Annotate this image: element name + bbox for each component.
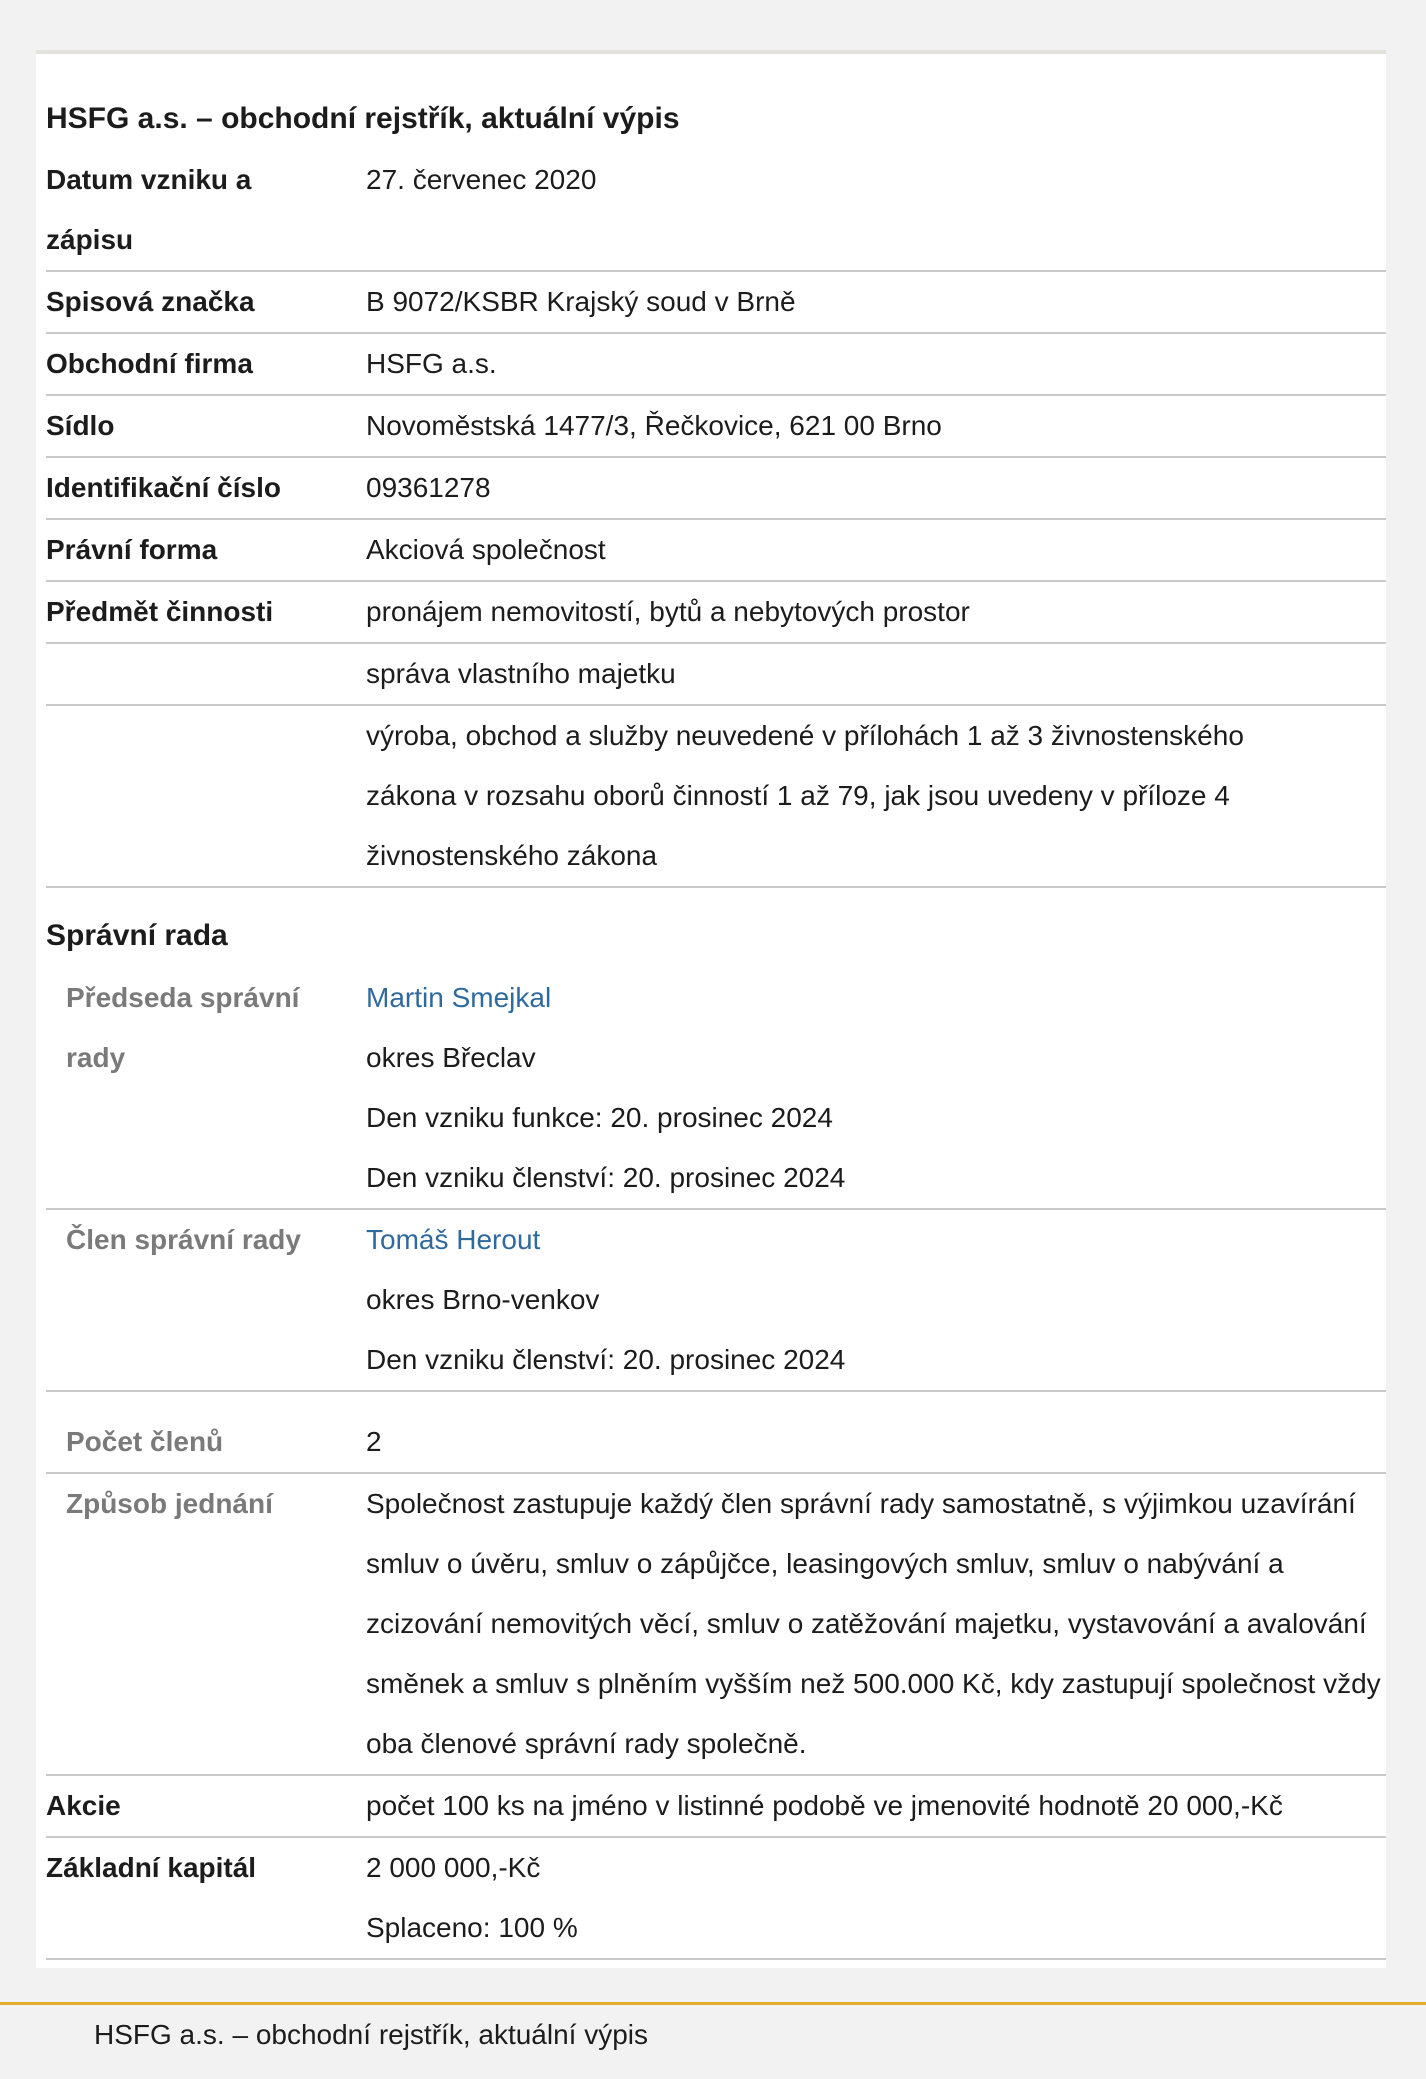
row-board-count bbox=[46, 1412, 1386, 1474]
value-akcie: počet 100 ks na jméno v listinné podobě ve jmenovité hodnotě 20 000,-Kč bbox=[366, 1790, 1283, 1821]
value-kapital bbox=[366, 1838, 1386, 1958]
row-board-member bbox=[46, 1210, 1386, 1392]
label-firma: Obchodní firma bbox=[46, 348, 253, 379]
value-chair bbox=[366, 968, 1386, 1208]
kapital-amount: 2 000 000,-Kč bbox=[366, 1852, 541, 1883]
label-forma: Právní forma bbox=[46, 534, 218, 565]
member-membership-start: Den vzniku členství: 20. prosinec 2024 bbox=[366, 1344, 846, 1375]
value-spis: B 9072/KSBR Krajský soud v Brně bbox=[366, 286, 796, 317]
footer-bar bbox=[0, 2002, 1426, 2079]
label-sidlo: Sídlo bbox=[46, 410, 115, 441]
row-spis bbox=[46, 272, 1386, 334]
row-sidlo bbox=[46, 396, 1386, 458]
row-firma bbox=[46, 334, 1386, 396]
row-forma bbox=[46, 520, 1386, 582]
value-predmet-3: výroba, obchod a služby neuvedené v přílohách 1 až 3 živnostenského zákona v rozsahu oborů činností 1 až 79, jak jsou uvedeny v příloze 4 živnostenského zákona bbox=[366, 720, 1244, 871]
chair-name-link[interactable]: Martin Smejkal bbox=[366, 982, 552, 1013]
label-datum: Datum vzniku a zápisu bbox=[46, 164, 252, 255]
value-sidlo: Novoměstská 1477/3, Řečkovice, 621 00 Brno bbox=[366, 410, 942, 441]
label-empty bbox=[46, 644, 366, 704]
page-title: HSFG a.s. – obchodní rejstřík, aktuální výpis bbox=[46, 102, 680, 135]
row-ic bbox=[46, 458, 1386, 520]
row-predmet-3 bbox=[46, 706, 1386, 888]
member-district: okres Brno-venkov bbox=[366, 1284, 600, 1315]
row-datum bbox=[46, 150, 1386, 272]
row-kapital bbox=[46, 1838, 1386, 1960]
footer-title: HSFG a.s. – obchodní rejstřík, aktuální výpis bbox=[94, 2019, 649, 2050]
row-predmet-1 bbox=[46, 582, 1386, 644]
value-conduct: Společnost zastupuje každý člen správní rady samostatně, s výjimkou uzavírání smluv o úvěru, smluv o zápůjčce, leasingových smluv, smluv o nabývání a zcizování nemovitých věcí, smluv o zatěžování majetku, vystavování a avalování směnek a smluv s plněním vyšším než 500.000 Kč, kdy zastupují společnost vždy oba členové správní rady společně. bbox=[366, 1488, 1381, 1759]
value-firma: HSFG a.s. bbox=[366, 348, 497, 379]
value-ic: 09361278 bbox=[366, 472, 491, 503]
label-count: Počet členů bbox=[66, 1426, 224, 1457]
label-predmet: Předmět činnosti bbox=[46, 596, 274, 627]
row-akcie bbox=[46, 1776, 1386, 1838]
spacer bbox=[46, 1392, 1386, 1412]
extract-content bbox=[46, 54, 1386, 1960]
chair-membership-start: Den vzniku členství: 20. prosinec 2024 bbox=[366, 1162, 846, 1193]
label-empty bbox=[46, 706, 366, 886]
value-forma: Akciová společnost bbox=[366, 534, 606, 565]
row-predmet-2 bbox=[46, 644, 1386, 706]
chair-district: okres Břeclav bbox=[366, 1042, 536, 1073]
label-kapital: Základní kapitál bbox=[46, 1852, 257, 1883]
label-member: Člen správní rady bbox=[66, 1224, 301, 1255]
value-member bbox=[366, 1210, 1386, 1390]
value-count: 2 bbox=[366, 1426, 382, 1457]
value-predmet-1: pronájem nemovitostí, bytů a nebytových prostor bbox=[366, 596, 970, 627]
value-predmet-2: správa vlastního majetku bbox=[366, 658, 676, 689]
member-name-link[interactable]: Tomáš Herout bbox=[366, 1224, 541, 1255]
section-board-heading: Správní rada bbox=[46, 919, 228, 952]
value-datum: 27. červenec 2020 bbox=[366, 164, 597, 195]
row-board-chair bbox=[46, 968, 1386, 1210]
label-akcie: Akcie bbox=[46, 1790, 121, 1821]
label-ic: Identifikační číslo bbox=[46, 472, 281, 503]
label-chair: Předseda správní rady bbox=[66, 982, 300, 1073]
label-spis: Spisová značka bbox=[46, 286, 255, 317]
kapital-paid: Splaceno: 100 % bbox=[366, 1912, 578, 1943]
label-conduct: Způsob jednání bbox=[66, 1488, 273, 1519]
chair-function-start: Den vzniku funkce: 20. prosinec 2024 bbox=[366, 1102, 833, 1133]
extract-card bbox=[36, 50, 1386, 1968]
row-board-conduct bbox=[46, 1474, 1386, 1776]
